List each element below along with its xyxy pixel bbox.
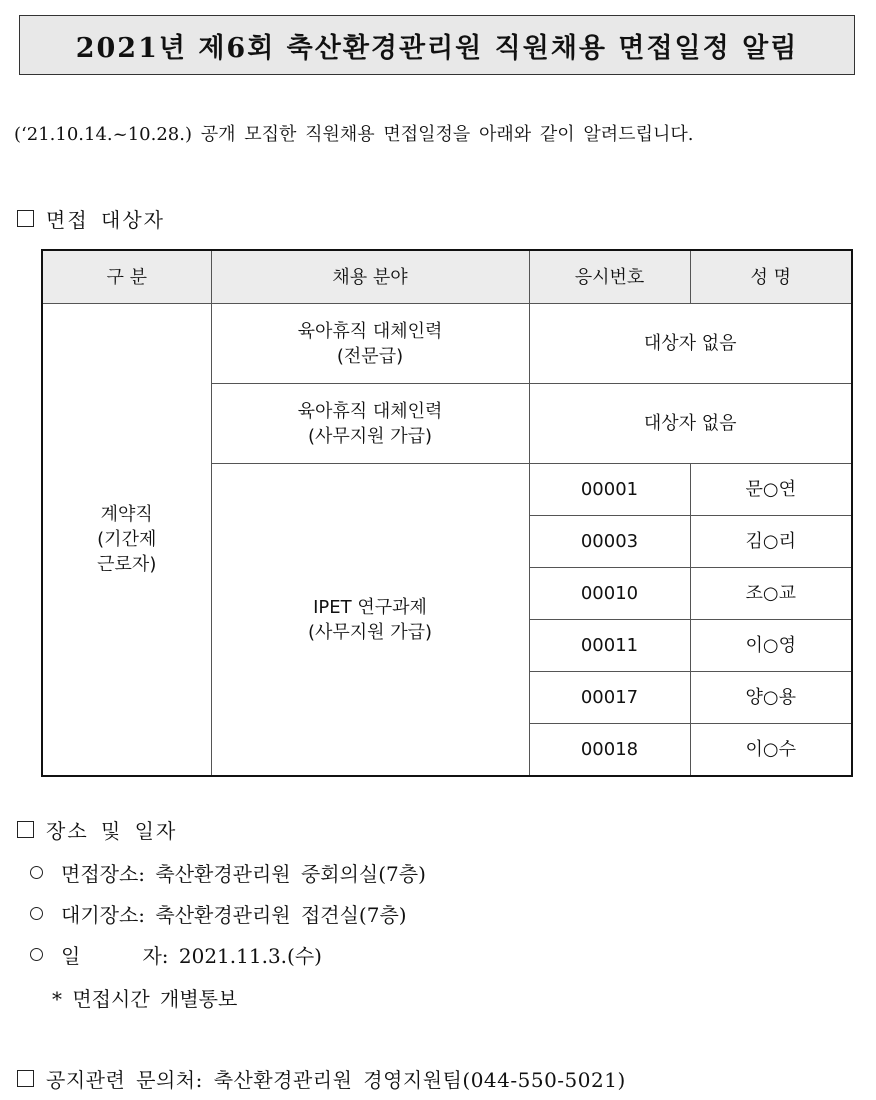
bullet-circle-icon xyxy=(30,866,43,879)
list-item: 면접장소: 축산환경관리원 중회의실(7층) xyxy=(30,858,426,887)
section-contact xyxy=(14,1064,626,1093)
header-name: 성 명 xyxy=(690,250,852,304)
checkbox-square-icon xyxy=(17,821,34,838)
candidate-number: 00003 xyxy=(529,516,690,568)
header-number: 응시번호 xyxy=(529,250,690,304)
checkbox-square-icon xyxy=(17,1070,34,1087)
intro-text: (‘21.10.14.~10.28.) 공개 모집한 직원채용 면접일정을 아래와 같이 알려드립니다. xyxy=(14,124,694,145)
candidate-name: 조○교 xyxy=(690,568,852,620)
title-box xyxy=(19,15,855,75)
candidate-name: 문○연 xyxy=(690,464,852,516)
candidate-name: 김○리 xyxy=(690,516,852,568)
section-place-label: 장소 및 일자 xyxy=(46,819,178,843)
candidate-number: 00017 xyxy=(529,672,690,724)
result-cell: 대상자 없음 xyxy=(529,384,852,464)
candidate-name: 양○용 xyxy=(690,672,852,724)
section-contact-label: 공지관련 문의처: 축산환경관리원 경영지원팀(044-550-5021) xyxy=(46,1068,626,1092)
list-item: 일 자: 2021.11.3.(수) xyxy=(30,940,322,969)
section-place xyxy=(14,815,177,844)
category-cell: 계약직 (기간제 근로자) xyxy=(42,304,211,777)
header-field: 채용 분야 xyxy=(211,250,529,304)
header-category: 구 분 xyxy=(42,250,211,304)
list-item: 대기장소: 축산환경관리원 접견실(7층) xyxy=(30,899,407,928)
candidate-number: 00011 xyxy=(529,620,690,672)
candidate-name: 이○영 xyxy=(690,620,852,672)
candidate-number: 00018 xyxy=(529,724,690,777)
field-cell: 육아휴직 대체인력 (사무지원 가급) xyxy=(211,384,529,464)
section-candidates-label: 면접 대상자 xyxy=(46,208,165,232)
candidate-number: 00001 xyxy=(529,464,690,516)
field-cell-ipet: IPET 연구과제 (사무지원 가급) xyxy=(211,464,529,777)
page-title: 2021년 제6회 축산환경관리원 직원채용 면접일정 알림 xyxy=(75,32,799,64)
candidates-table xyxy=(41,249,853,777)
checkbox-square-icon xyxy=(17,210,34,227)
candidate-name: 이○수 xyxy=(690,724,852,777)
bullet-circle-icon xyxy=(30,907,43,920)
bullet-circle-icon xyxy=(30,948,43,961)
candidate-number: 00010 xyxy=(529,568,690,620)
note-text: * 면접시간 개별통보 xyxy=(52,987,238,1011)
section-candidates xyxy=(14,204,165,233)
result-cell: 대상자 없음 xyxy=(529,304,852,384)
field-cell: 육아휴직 대체인력 (전문급) xyxy=(211,304,529,384)
